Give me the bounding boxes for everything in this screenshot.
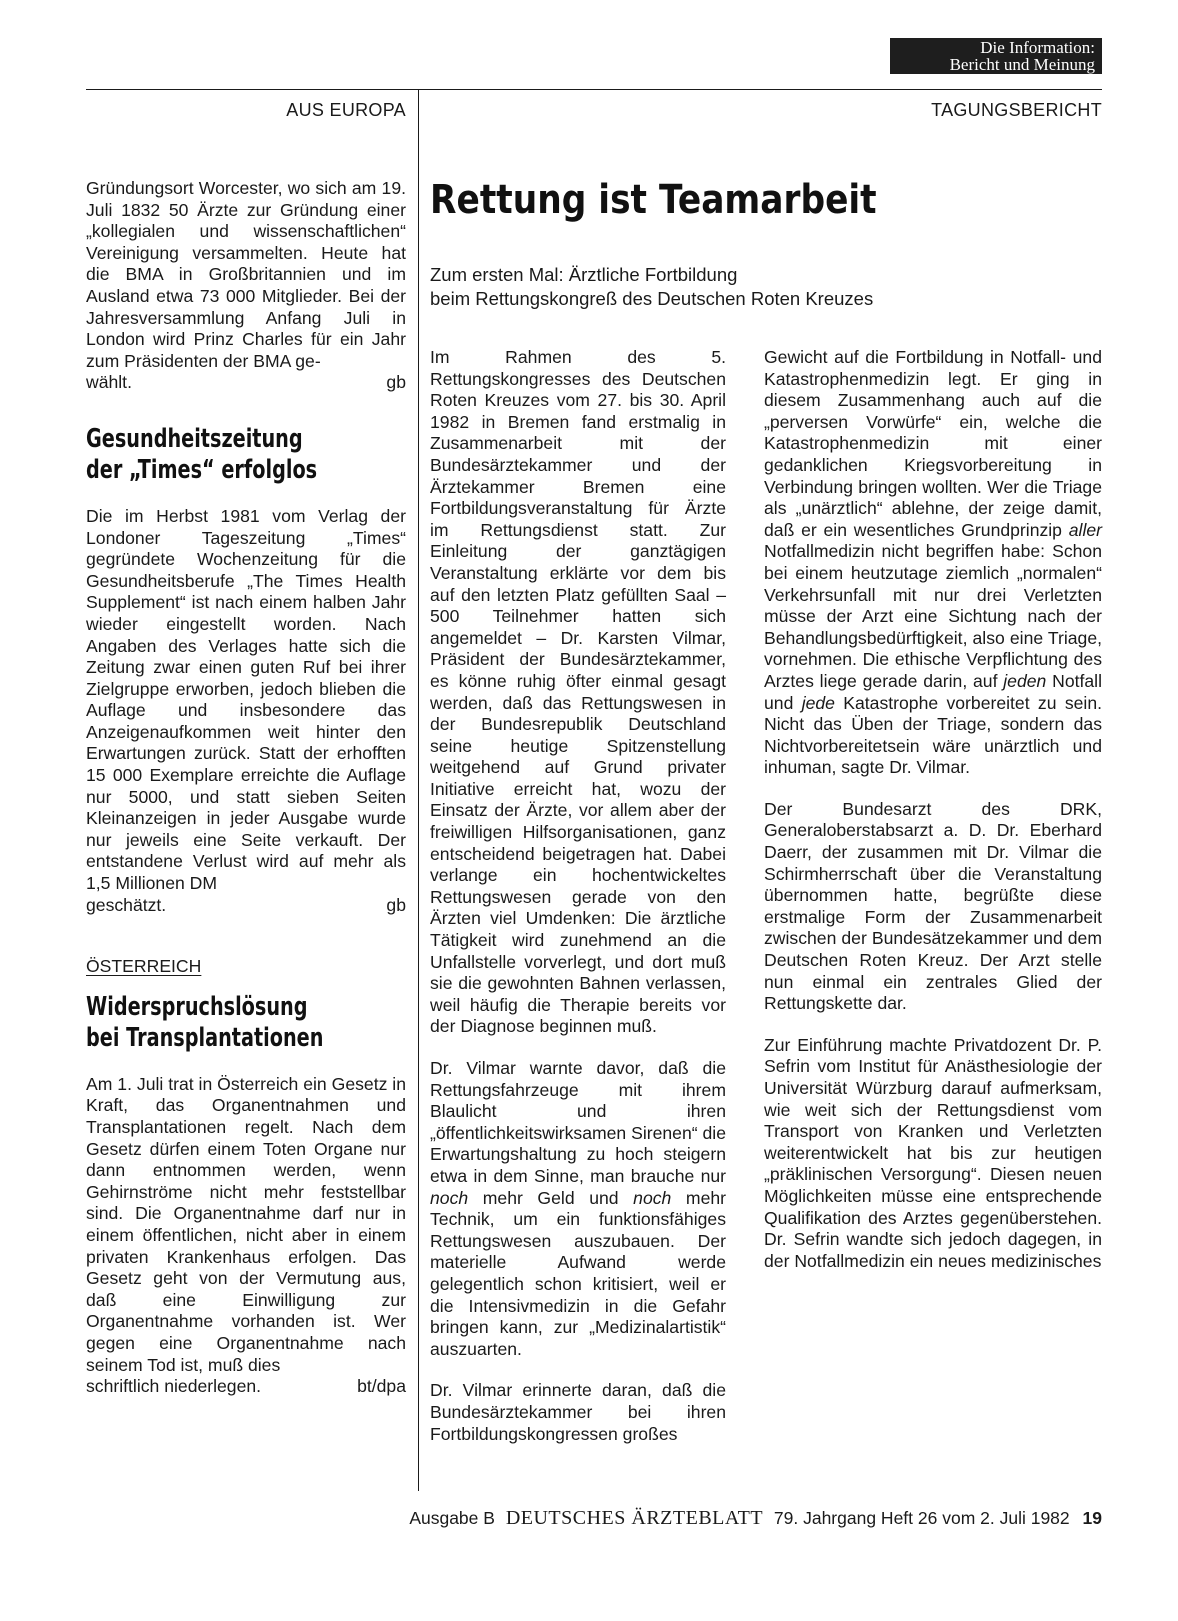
- author-signature: gb: [386, 372, 406, 393]
- main-article-title: Rettung ist Teamarbeit: [430, 177, 877, 223]
- emphasis: noch: [430, 1187, 469, 1208]
- paragraph-text: Dr. Vilmar warnte davor, daß die Rettungsfahrzeuge mit ihrem Blaulicht und ihren „öffentlichkeitswirksamen Sirenen“ die Erwartungshaltung zu hoch steigern etwa in dem Sinne, man brauche nur: [430, 1058, 726, 1186]
- emphasis: noch: [633, 1187, 672, 1208]
- article-body-text: Am 1. Juli trat in Österreich ein Gesetz in Kraft, das Organentnahmen und Transplantationen regelt. Nach dem Gesetz dürfen einem Toten Organe nur dann entnommen werden, wenn Gehirnströme nicht mehr feststellbar sind. Die Organentnahme darf nur in einem öffentlichen, nicht aber in einem privaten Krankenhaus erfolgen. Das Gesetz geht von der Vermutung aus, daß eine Einwilligung zur Organentnahme vorhanden ist. Wer gegen eine Organentnahme nach seinem Tod ist, muß dies: [86, 1073, 406, 1375]
- main-article-column-1: [430, 347, 726, 1445]
- page-footer: [300, 1507, 1102, 1530]
- article-paragraph: Zur Einführung machte Privatdozent Dr. P. Sefrin vom Institut für Anästhesiologie der Universität Würzburg darauf aufmerksam, wie weit sich der Rettungsdienst vom Transport von Kranken und Verletzten weiterentwickelt hat bis zur heutigen „präklinischen Versorgung“. Diesen neuen Möglichkeiten müsse eine entsprechende Qualifikation des Arztes gegenüberstehen. Dr. Sefrin wandte sich jedoch dagegen, in der Notfallmedizin ein neues medizinisches: [764, 1034, 1102, 1271]
- article-heading-line-2: der „Times“ erfolglos: [86, 454, 318, 485]
- subtitle-line-2: beim Rettungskongreß des Deutschen Roten Kreuzes: [430, 288, 874, 309]
- main-article-column-2: [764, 347, 1102, 1272]
- article-heading-line-2: bei Transplantationen: [86, 1022, 324, 1053]
- edition-label: Ausgabe B: [409, 1508, 495, 1528]
- author-signature: gb: [386, 894, 406, 915]
- column-divider: [418, 89, 419, 1491]
- article-body: [86, 1074, 406, 1398]
- subtitle-line-1: Zum ersten Mal: Ärztliche Fortbildung: [430, 264, 738, 285]
- article-heading-line-1: Gesundheitszeitung: [86, 423, 303, 454]
- article-paragraph: Der Bundesarzt des DRK, Generaloberstabsarzt a. D. Dr. Eberhard Daerr, der zusammen mit Dr. Vilmar die Schirmherrschaft über die Veranstaltung übernommen hatte, begrüßte diese erstmalige Form der Zusammenarbeit zwischen der Bundesätzekammer und dem Deutschen Roten Kreuz. Der Arzt stelle nun einmal ein zentrales Glied der Rettungskette dar.: [764, 798, 1102, 1014]
- article-heading: [86, 992, 406, 1056]
- intro-last-words: wählt.: [86, 372, 132, 393]
- badge-line-1: Die Information:: [980, 38, 1095, 57]
- paragraph-text: Notfall und: [764, 670, 1102, 713]
- article-heading: [86, 424, 406, 488]
- header-rule: [86, 89, 1102, 90]
- country-label: ÖSTERREICH: [86, 956, 202, 977]
- article-paragraph: [764, 347, 1102, 779]
- emphasis: jeden: [1003, 670, 1047, 691]
- article-heading-line-1: Widerspruchslösung: [86, 991, 308, 1022]
- article-signature-line: [86, 895, 406, 917]
- intro-signature-line: [86, 372, 406, 394]
- article-body: [86, 506, 406, 916]
- paragraph-text: mehr Technik, um ein funktionsfähiges Rettungswesen auszubauen. Der materielle Aufwand werde gelegentlich schon kritisiert, weil er die Intensivmedizin in die Gefahr bringen kann, zur „Medizinalartistik“ auszuarten.: [430, 1187, 726, 1359]
- article-last-words: schriftlich niederlegen.: [86, 1376, 262, 1397]
- page-number: 19: [1082, 1508, 1102, 1528]
- issue-info: 79. Jahrgang Heft 26 vom 2. Juli 1982: [773, 1508, 1070, 1528]
- left-column: [86, 178, 406, 1398]
- paragraph-text: mehr Geld und: [468, 1187, 634, 1208]
- section-badge: [890, 38, 1102, 74]
- right-section-label: TAGUNGSBERICHT: [931, 100, 1102, 120]
- paragraph-text: Katastrophe vorbereitet zu sein. Nicht das Üben der Triage, sondern das Nichtvorbereitetsein wäre unärztlich und inhuman, sagte Dr. Vilmar.: [764, 692, 1102, 778]
- paragraph-text: Gewicht auf die Fortbildung in Notfall- und Katastrophenmedizin legt. Er ging in diesem Zusammenhang auch auf die „perversen Vorwürfe“ ein, welche die Katastrophenmedizin mit einer gedanklichen Kriegsvorbereitung in Verbindung bringen wollten. Wer die Triage als „unärztlich“ ablehne, der zeige damit, daß er ein wesentliches Grundprinzip: [764, 347, 1102, 540]
- intro-paragraph: [86, 178, 406, 394]
- article-body-text: Die im Herbst 1981 vom Verlag der Londoner Tageszeitung „Times“ gegründete Wochenzeitung für die Gesundheitsberufe „The Times Health Supplement“ ist nach einem halben Jahr wieder eingestellt worden. Nach Angaben des Verlages hatte sich die Zeitung zwar einen guten Ruf bei ihrer Zielgruppe erworben, jedoch blieben die Auflage und insbesondere das Anzeigenaufkommen weit hinter den Erwartungen zurück. Statt der erhofften 15 000 Exemplare erreichte die Auflage nur 5000, und statt sieben Seiten Kleinanzeigen in jeder Ausgabe wurde nur jeweils eine Seite verkauft. Der entstandene Verlust wird auf mehr als 1,5 Millionen DM: [86, 505, 406, 894]
- paragraph-text: Notfallmedizin nicht begriffen habe: Schon bei einem heutzutage ziemlich „normalen“ Verkehrsunfall mit nur drei Verletzten müsse der Arzt eine Sichtung nach der Behandlungsbedürftigkeit, also eine Triage, vornehmen. Die ethische Verpflichtung des Arztes liege gerade darin, auf: [764, 541, 1102, 691]
- emphasis: jede: [801, 692, 835, 713]
- badge-line-2: Bericht und Meinung: [949, 55, 1095, 74]
- article-last-words: geschätzt.: [86, 894, 167, 915]
- intro-text: Gründungsort Worcester, wo sich am 19. Juli 1832 50 Ärzte zur Gründung einer „kollegialen und wissenschaftlichen“ Vereinigung versammelten. Heute hat die BMA in Großbritannien und im Ausland etwa 73 000 Mitglieder. Bei der Jahresversammlung Anfang Juli in London wird Prinz Charles für ein Jahr zum Präsidenten der BMA ge-: [86, 178, 406, 371]
- emphasis: aller: [1068, 519, 1102, 540]
- article-paragraph: [430, 1058, 726, 1360]
- journal-name: DEUTSCHES ÄRZTEBLATT: [505, 1507, 764, 1529]
- left-section-label: AUS EUROPA: [286, 100, 406, 120]
- article-paragraph: Dr. Vilmar erinnerte daran, daß die Bundesärztekammer bei ihren Fortbildungskongressen großes: [430, 1380, 726, 1444]
- article-paragraph: Im Rahmen des 5. Rettungskongresses des Deutschen Roten Kreuzes vom 27. bis 30. April 1982 in Bremen fand erstmalig in Zusammenarbeit mit der Bundesärztekammer und der Ärztekammer Bremen eine Fortbildungsveranstaltung für Ärzte im Rettungsdienst statt. Zur Einleitung der ganztägigen Veranstaltung erklärte vor dem bis auf den letzten Platz gefüllten Saal – 500 Teilnehmer hatten sich angemeldet – Dr. Karsten Vilmar, Präsident der Bundesärztekammer, es könne ruhig öfter einmal gesagt werden, daß das Rettungswesen in der Bundesrepublik Deutschland seine heutige Spitzenstellung weitgehend auf Grund privater Initiative erreicht hat, wozu der Einsatz der Ärzte, vor allem aber der freiwilligen Hilfsorganisationen, ganz entscheidend beigetragen hat. Dabei verlange ein hochentwickeltes Rettungswesen gerade von den Ärzten viel Umdenken: Die ärztliche Tätigkeit wird zunehmend an die Unfallstelle vorverlegt, und dort muß sie die gewohnten Bahnen verlassen, weil häufig die Therapie bereits vor der Diagnose beginnen muß.: [430, 347, 726, 1037]
- article-signature-line: [86, 1376, 406, 1398]
- main-article-subtitle: [430, 263, 990, 311]
- author-signature: bt/dpa: [357, 1376, 406, 1397]
